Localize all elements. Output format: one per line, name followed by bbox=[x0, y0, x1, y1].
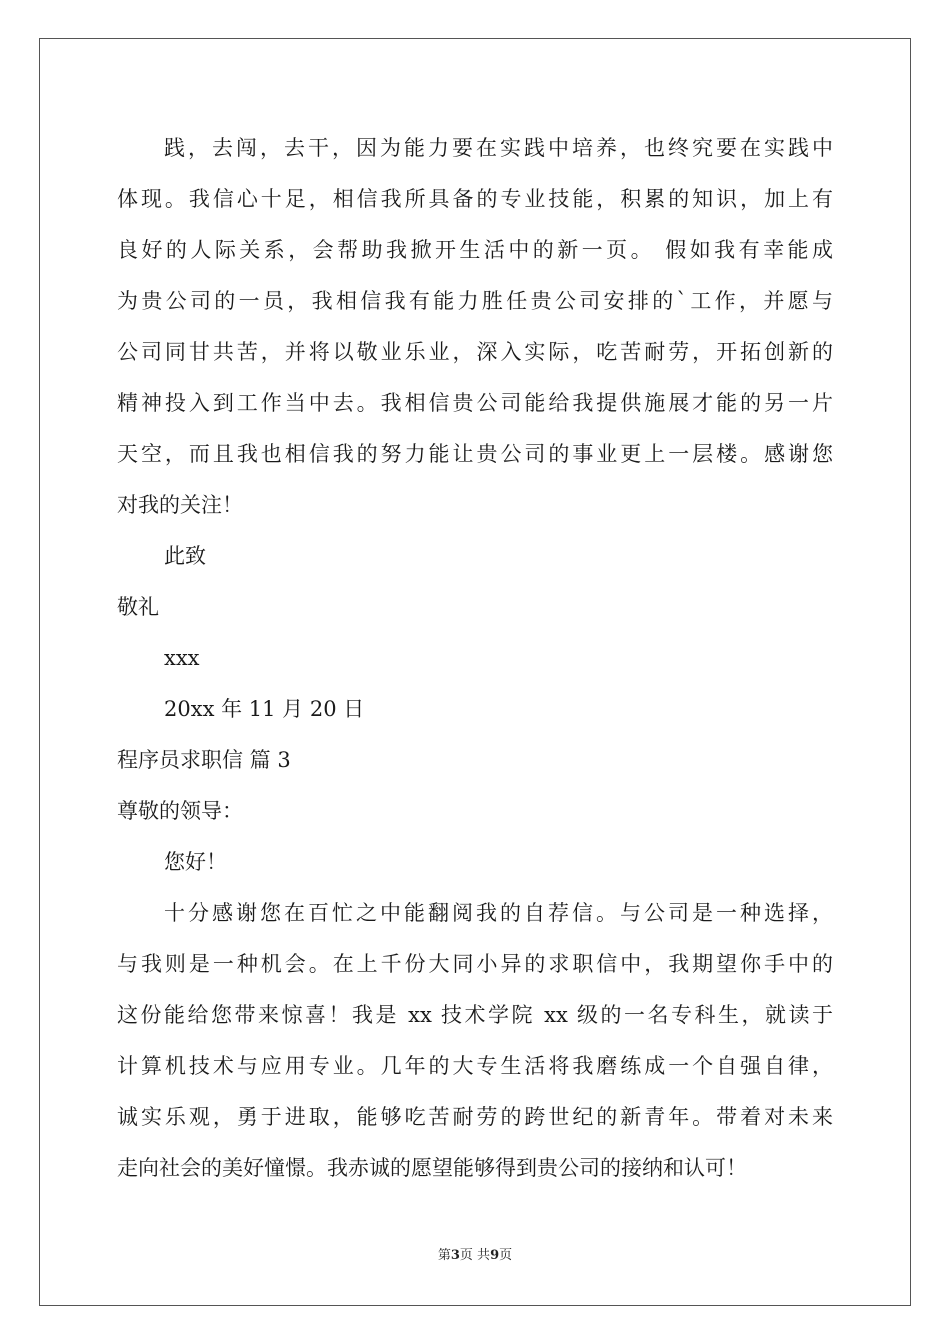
page-prefix: 第 bbox=[437, 1248, 451, 1263]
section-heading: 程序员求职信 篇 3 bbox=[117, 748, 291, 772]
letter-hello: 您好！ bbox=[164, 850, 227, 874]
text-line: 良好的人际关系，会帮助我掀开生活中的新一页。 假如我有幸能成 bbox=[117, 238, 833, 262]
text-line: 计算机技术与应用专业。几年的大专生活将我磨练成一个自强自律， bbox=[117, 1054, 833, 1078]
page-suffix: 页 bbox=[499, 1248, 513, 1263]
signature-name: xxx bbox=[164, 646, 200, 670]
closing-salutation: 此致 bbox=[164, 544, 206, 568]
closing-regards: 敬礼 bbox=[117, 595, 159, 619]
text-line: 诚实乐观，勇于进取，能够吃苦耐劳的跨世纪的新青年。带着对未来 bbox=[117, 1105, 833, 1129]
text-line: 践，去闯，去干，因为能力要在实践中培养，也终究要在实践中 bbox=[164, 136, 833, 160]
text-line: 天空，而且我也相信我的努力能让贵公司的事业更上一层楼。感谢您 bbox=[117, 442, 833, 466]
page-number-footer bbox=[0, 1244, 950, 1263]
text-line: 对我的关注！ bbox=[117, 493, 243, 517]
text-line: 与我则是一种机会。在上千份大同小异的求职信中，我期望你手中的 bbox=[117, 952, 833, 976]
current-page-number: 3 bbox=[450, 1248, 460, 1263]
total-page-number: 9 bbox=[490, 1248, 500, 1263]
text-line: 十分感谢您在百忙之中能翻阅我的自荐信。与公司是一种选择， bbox=[164, 901, 833, 925]
text-line: 为贵公司的一员，我相信我有能力胜任贵公司安排的`工作，并愿与 bbox=[117, 289, 833, 313]
text-line: 公司同甘共苦，并将以敬业乐业，深入实际，吃苦耐劳，开拓创新的 bbox=[117, 340, 833, 364]
letter-greeting: 尊敬的领导： bbox=[117, 799, 243, 823]
text-line: 这份能给您带来惊喜！我是 xx 技术学院 xx 级的一名专科生，就读于 bbox=[117, 1003, 833, 1027]
text-line: 走向社会的美好憧憬。我赤诚的愿望能够得到贵公司的接纳和认可！ bbox=[117, 1156, 747, 1180]
text-line: 体现。我信心十足，相信我所具备的专业技能，积累的知识，加上有 bbox=[117, 187, 833, 211]
letter-body bbox=[117, 128, 833, 1199]
signature-date: 20xx 年 11 月 20 日 bbox=[164, 697, 365, 721]
page-mid: 页 共 bbox=[459, 1248, 491, 1263]
text-line: 精神投入到工作当中去。我相信贵公司能给我提供施展才能的另一片 bbox=[117, 391, 833, 415]
